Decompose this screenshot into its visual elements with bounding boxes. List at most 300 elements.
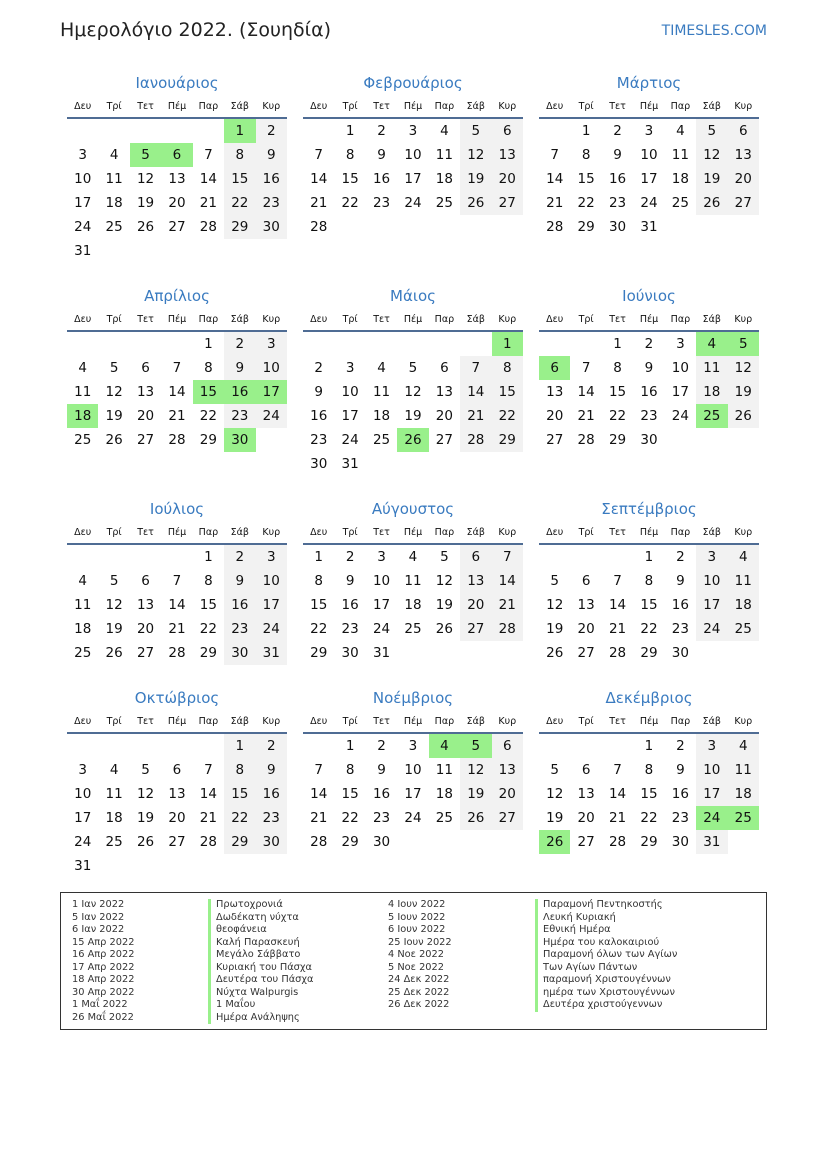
day-cell: 5 (109, 360, 119, 376)
day-cell: 28 (310, 219, 328, 235)
day-cell (67, 332, 98, 356)
day-cell: 14 (168, 384, 186, 400)
weekday-label: Τετ (609, 313, 626, 325)
day-cell: 4 (728, 545, 759, 569)
day-cell: 4 (408, 549, 418, 565)
weekday-label: Πέμ (403, 526, 423, 538)
day-cell: 18 (671, 171, 689, 187)
week-row (67, 119, 287, 143)
month-row (67, 686, 759, 878)
day-cell: 13 (492, 143, 523, 167)
holiday-day-cell: 1 (492, 332, 523, 356)
month-name: Μάρτιος (616, 74, 682, 92)
day-cell (397, 641, 428, 665)
holiday-name: Δευτέρα χριστούγεννων (535, 999, 677, 1012)
day-cell: 25 (105, 834, 123, 850)
day-cell: 5 (550, 573, 559, 589)
holiday-date: 24 Δεκ 2022 (388, 974, 450, 985)
day-cell: 14 (546, 171, 564, 187)
weekday-label: Παρ (434, 526, 455, 538)
weekday-label: Τρί (342, 313, 358, 325)
day-cell: 27 (492, 806, 523, 830)
weekday-label: Τρί (106, 313, 122, 325)
holiday-date: 1 Μαΐ 2022 (72, 999, 128, 1010)
day-cell (98, 545, 129, 569)
month-name: Φεβρουάριος (363, 74, 463, 92)
day-cell: 28 (460, 428, 491, 452)
day-cell: 20 (728, 167, 759, 191)
day-cell: 22 (224, 806, 255, 830)
day-cell: 28 (168, 432, 186, 448)
weekday-label: Παρ (670, 715, 691, 727)
month-name: Απρίλιος (144, 287, 210, 305)
day-cell: 10 (256, 569, 287, 593)
day-cell: 15 (608, 384, 627, 400)
day-cell: 23 (671, 810, 689, 826)
day-cell: 5 (109, 573, 119, 589)
day-cell: 3 (377, 549, 386, 565)
day-cell: 14 (577, 384, 595, 400)
day-cell: 14 (310, 171, 328, 187)
day-cell: 1 (644, 738, 654, 754)
day-cell: 9 (256, 758, 287, 782)
day-cell: 2 (613, 123, 622, 139)
day-cell: 3 (408, 738, 418, 754)
day-cell: 12 (460, 758, 491, 782)
week-row (67, 191, 287, 215)
day-cell (366, 332, 397, 356)
holiday-day-cell: 5 (460, 734, 491, 758)
month-4 (67, 284, 287, 452)
day-cell (193, 734, 224, 758)
day-cell: 20 (136, 408, 155, 424)
day-cell: 30 (310, 456, 328, 472)
day-cell: 9 (377, 147, 386, 163)
day-cell (193, 119, 224, 143)
day-cell: 8 (492, 356, 523, 380)
week-row (539, 356, 759, 380)
day-cell (539, 332, 570, 356)
week-row (303, 428, 523, 452)
day-cell (193, 239, 224, 263)
weekday-label: Τετ (373, 313, 390, 325)
month-10 (67, 686, 287, 878)
day-cell: 2 (676, 549, 685, 565)
day-cell: 19 (546, 621, 564, 637)
holiday-day-cell: 26 (539, 830, 570, 854)
day-cell (397, 830, 428, 854)
month-3 (539, 71, 759, 239)
week-row (303, 782, 523, 806)
holiday-day-cell: 18 (67, 404, 98, 428)
day-cell: 6 (492, 119, 523, 143)
week-row (67, 545, 287, 569)
holiday-name: Καλή Παρασκευή (208, 937, 313, 950)
day-cell: 22 (608, 408, 627, 424)
day-cell: 17 (341, 408, 359, 424)
week-row (67, 380, 287, 404)
day-cell: 13 (136, 384, 155, 400)
day-cell: 20 (492, 167, 523, 191)
day-cell: 15 (492, 380, 523, 404)
day-cell: 29 (608, 432, 627, 448)
day-cell (67, 545, 98, 569)
day-cell: 6 (492, 734, 523, 758)
weekday-header (539, 95, 759, 119)
weekday-label: Πέμ (167, 715, 187, 727)
holiday-day-cell: 6 (161, 143, 192, 167)
month-1 (67, 71, 287, 263)
day-cell: 20 (492, 782, 523, 806)
weekday-label: Τετ (373, 100, 390, 112)
day-cell: 29 (199, 645, 217, 661)
day-cell (429, 830, 460, 854)
day-cell: 24 (74, 219, 92, 235)
week-row (539, 380, 759, 404)
day-cell: 29 (577, 219, 595, 235)
day-cell: 10 (640, 147, 658, 163)
day-cell (429, 215, 460, 239)
day-cell: 29 (224, 830, 255, 854)
day-cell (602, 734, 633, 758)
day-cell: 19 (460, 167, 491, 191)
holiday-name: Εθνική Ημέρα (535, 924, 677, 937)
day-cell: 23 (224, 617, 255, 641)
day-cell (98, 332, 129, 356)
weekday-header (303, 95, 523, 119)
day-cell: 5 (550, 762, 559, 778)
day-cell: 5 (440, 549, 449, 565)
day-cell: 28 (168, 645, 186, 661)
day-cell: 23 (372, 195, 391, 211)
day-cell: 9 (224, 356, 255, 380)
day-cell: 7 (492, 545, 523, 569)
day-cell: 12 (546, 597, 564, 613)
week-row (539, 593, 759, 617)
day-cell (161, 545, 192, 569)
day-cell: 11 (404, 573, 422, 589)
day-cell: 10 (404, 762, 422, 778)
day-cell: 30 (671, 834, 689, 850)
day-cell: 21 (168, 621, 186, 637)
day-cell (665, 215, 696, 239)
day-cell: 27 (168, 834, 186, 850)
day-cell: 26 (105, 645, 123, 661)
day-cell: 19 (136, 810, 155, 826)
day-cell: 21 (608, 810, 627, 826)
day-cell (570, 545, 601, 569)
day-cell: 1 (204, 549, 213, 565)
day-cell: 18 (372, 408, 391, 424)
day-cell: 25 (74, 645, 92, 661)
day-cell: 27 (577, 834, 595, 850)
day-cell (256, 239, 287, 263)
day-cell: 5 (696, 119, 727, 143)
day-cell (224, 854, 255, 878)
day-cell: 31 (341, 456, 359, 472)
day-cell: 19 (136, 195, 155, 211)
weekday-label: Δευ (546, 526, 564, 538)
day-cell: 19 (696, 167, 727, 191)
weekday-label: Τετ (137, 526, 154, 538)
holiday-date: 4 Ιουν 2022 (388, 899, 446, 910)
day-cell: 4 (440, 123, 449, 139)
week-row (303, 617, 523, 641)
day-cell: 14 (199, 171, 217, 187)
weekday-label: Τρί (106, 715, 122, 727)
holiday-name: Λευκή Κυριακή (535, 912, 677, 925)
month-name: Δεκέμβριος (605, 689, 693, 707)
day-cell: 6 (440, 360, 449, 376)
day-cell: 3 (408, 123, 418, 139)
day-cell: 29 (492, 428, 523, 452)
month-name: Ιανουάριος (135, 74, 219, 92)
day-cell: 17 (404, 171, 422, 187)
day-cell: 17 (696, 782, 727, 806)
day-cell: 14 (492, 569, 523, 593)
day-cell: 10 (671, 360, 689, 376)
week-row (67, 758, 287, 782)
day-cell: 27 (460, 617, 491, 641)
holiday-name: Κυριακή του Πάσχα (208, 962, 313, 975)
holiday-date: 25 Δεκ 2022 (388, 986, 450, 998)
week-row (303, 380, 523, 404)
week-row (539, 758, 759, 782)
day-cell: 25 (404, 621, 422, 637)
day-cell: 6 (728, 119, 759, 143)
month-name: Σεπτέμβριος (601, 500, 697, 518)
weekday-label: Πέμ (639, 313, 659, 325)
weekday-label: Δευ (74, 526, 92, 538)
day-cell: 24 (256, 404, 287, 428)
day-cell: 22 (341, 195, 359, 211)
day-cell: 6 (581, 762, 591, 778)
day-cell: 27 (492, 191, 523, 215)
day-cell: 18 (74, 621, 92, 637)
day-cell: 2 (345, 549, 355, 565)
day-cell: 11 (728, 569, 759, 593)
day-cell: 5 (408, 360, 418, 376)
day-cell (728, 428, 759, 452)
day-cell: 5 (141, 762, 150, 778)
weekday-label: Τετ (373, 715, 390, 727)
holiday-name: 1 Μαΐου (208, 999, 313, 1012)
day-cell: 4 (728, 734, 759, 758)
day-cell: 31 (640, 219, 658, 235)
day-cell: 30 (256, 215, 287, 239)
day-cell: 17 (671, 384, 689, 400)
day-cell: 21 (199, 195, 217, 211)
day-cell: 11 (696, 356, 727, 380)
day-cell: 3 (676, 336, 685, 352)
week-row (67, 734, 287, 758)
week-row (303, 404, 523, 428)
day-cell: 12 (728, 356, 759, 380)
day-cell: 7 (204, 147, 213, 163)
day-cell (397, 452, 428, 476)
day-cell: 19 (105, 621, 123, 637)
holiday-name: Ημέρα Ανάληψης (208, 1012, 313, 1025)
day-cell: 7 (550, 147, 559, 163)
week-row (539, 806, 759, 830)
day-cell: 30 (671, 645, 689, 661)
day-cell: 6 (581, 573, 591, 589)
day-cell (193, 854, 224, 878)
week-row (303, 806, 523, 830)
day-cell: 2 (644, 336, 654, 352)
day-cell: 10 (372, 573, 391, 589)
day-cell: 28 (577, 432, 595, 448)
day-cell: 20 (460, 593, 491, 617)
day-cell: 9 (377, 762, 386, 778)
day-cell: 12 (460, 143, 491, 167)
day-cell: 20 (577, 621, 595, 637)
week-row (303, 356, 523, 380)
day-cell (492, 215, 523, 239)
holiday-date: 18 Απρ 2022 (72, 974, 135, 985)
day-cell: 14 (199, 786, 217, 802)
holiday-name: Των Αγίων Πάντων (535, 962, 677, 975)
day-cell: 10 (74, 171, 92, 187)
day-cell: 29 (640, 834, 658, 850)
day-cell (98, 734, 129, 758)
day-cell: 24 (372, 621, 391, 637)
weekday-header (67, 521, 287, 545)
day-cell (492, 641, 523, 665)
weekday-label: Τρί (342, 526, 358, 538)
day-cell: 16 (608, 171, 627, 187)
day-cell: 5 (460, 119, 491, 143)
month-11 (303, 686, 523, 854)
holiday-date: 6 Ιουν 2022 (388, 924, 446, 935)
day-cell: 23 (341, 621, 359, 637)
day-cell: 9 (256, 143, 287, 167)
weekday-label: Πέμ (403, 715, 423, 727)
day-cell: 27 (435, 432, 453, 448)
day-cell (696, 215, 727, 239)
day-cell: 7 (613, 573, 622, 589)
day-cell: 17 (74, 195, 92, 211)
week-row (67, 830, 287, 854)
week-row (539, 545, 759, 569)
day-cell: 24 (404, 195, 422, 211)
day-cell: 28 (199, 834, 217, 850)
month-8 (303, 497, 523, 665)
day-cell (696, 641, 727, 665)
day-cell: 2 (256, 119, 287, 143)
holiday-day-cell: 24 (696, 806, 727, 830)
day-cell: 27 (168, 219, 186, 235)
day-cell: 11 (728, 758, 759, 782)
week-row (539, 569, 759, 593)
weekday-label: Πέμ (639, 715, 659, 727)
weekday-label: Παρ (670, 526, 691, 538)
day-cell: 9 (613, 147, 622, 163)
day-cell: 9 (676, 573, 685, 589)
day-cell (728, 215, 759, 239)
day-cell: 2 (256, 734, 287, 758)
holiday-name: ημέρα των Χριστουγέννων (535, 987, 677, 1000)
weekday-label: Παρ (434, 715, 455, 727)
day-cell: 24 (404, 810, 422, 826)
weekday-label: Πέμ (167, 313, 187, 325)
day-cell: 10 (404, 147, 422, 163)
weekday-label: Τρί (342, 715, 358, 727)
day-cell (460, 452, 491, 476)
day-cell (397, 332, 428, 356)
day-cell: 1 (613, 336, 622, 352)
day-cell: 8 (314, 573, 323, 589)
holiday-day-cell: 17 (256, 380, 287, 404)
day-cell (492, 830, 523, 854)
day-cell (256, 428, 287, 452)
week-row (303, 119, 523, 143)
legend-dates-column (72, 899, 134, 1024)
day-cell: 20 (168, 195, 186, 211)
day-cell: 3 (696, 734, 727, 758)
weekday-label: Σάβ (230, 715, 249, 727)
day-cell: 12 (136, 171, 155, 187)
day-cell: 18 (728, 593, 759, 617)
day-cell: 10 (256, 356, 287, 380)
day-cell: 14 (608, 786, 627, 802)
week-row (67, 143, 287, 167)
day-cell: 31 (74, 858, 92, 874)
week-row (67, 356, 287, 380)
week-row (67, 239, 287, 263)
day-cell: 10 (696, 569, 727, 593)
weekday-label: Σάβ (230, 526, 249, 538)
day-cell: 7 (613, 762, 622, 778)
weekday-label: Σάβ (702, 526, 721, 538)
day-cell: 11 (105, 171, 123, 187)
weekday-label: Παρ (434, 313, 455, 325)
day-cell: 16 (256, 782, 287, 806)
legend-dates-column (388, 899, 452, 1012)
weekday-header (67, 308, 287, 332)
day-cell: 24 (74, 834, 92, 850)
weekday-header (303, 521, 523, 545)
day-cell: 22 (640, 621, 658, 637)
day-cell: 4 (78, 573, 87, 589)
day-cell: 18 (105, 195, 123, 211)
day-cell: 23 (640, 408, 658, 424)
week-row (303, 452, 523, 476)
day-cell: 8 (613, 360, 622, 376)
day-cell: 8 (224, 758, 255, 782)
week-row (67, 569, 287, 593)
day-cell: 4 (109, 147, 119, 163)
weekday-label: Σάβ (466, 313, 485, 325)
day-cell: 23 (310, 432, 328, 448)
day-cell: 22 (577, 195, 595, 211)
weekday-label: Τετ (137, 715, 154, 727)
day-cell: 28 (199, 219, 217, 235)
week-row (539, 332, 759, 356)
holiday-legend (60, 892, 767, 1030)
day-cell: 21 (577, 408, 595, 424)
brand-link[interactable]: TIMESLES.COM (661, 23, 767, 39)
weekday-label: Κυρ (498, 715, 517, 727)
weekday-label: Παρ (198, 526, 219, 538)
holiday-day-cell: 25 (728, 806, 759, 830)
day-cell (130, 545, 161, 569)
weekday-label: Πέμ (403, 313, 423, 325)
day-cell: 13 (435, 384, 453, 400)
day-cell (224, 239, 255, 263)
day-cell: 28 (608, 834, 627, 850)
day-cell: 27 (546, 432, 564, 448)
